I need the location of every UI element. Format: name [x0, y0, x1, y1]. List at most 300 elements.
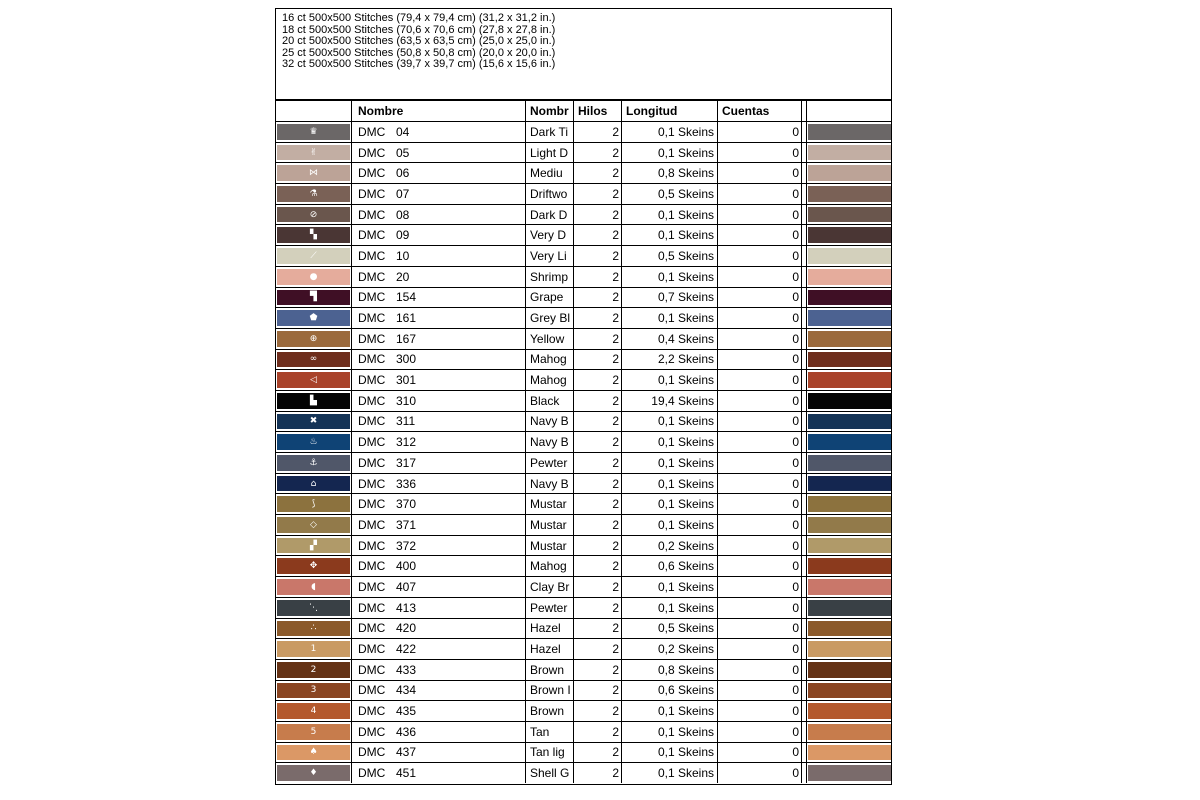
- swatch-cell: [807, 350, 891, 370]
- thread-hilos: 2: [574, 681, 622, 701]
- swatch-cell: [807, 494, 891, 514]
- color-swatch: [808, 414, 891, 430]
- info-line: 16 ct 500x500 Stitches (79,4 x 79,4 cm) (31,2 x 31,2 in.): [282, 12, 556, 24]
- thread-id-cell: [352, 225, 526, 245]
- thread-brand: DMC: [358, 579, 386, 594]
- thread-hilos: 2: [574, 619, 622, 639]
- symbol-icon: [277, 165, 350, 181]
- thread-count: 0: [718, 619, 802, 639]
- thread-code: 435: [396, 704, 417, 719]
- swatch-cell: [807, 639, 891, 659]
- thread-code: 07: [396, 186, 410, 201]
- header-swatch: [807, 101, 891, 121]
- thread-length: 0,1 Skeins: [622, 432, 718, 452]
- symbol-glyph: ⚗: [309, 188, 318, 199]
- thread-length: 0,1 Skeins: [622, 763, 718, 783]
- thread-count: 0: [718, 763, 802, 783]
- symbol-cell: [276, 556, 352, 576]
- table-row: [276, 618, 891, 639]
- table-row: [276, 638, 891, 659]
- symbol-icon: [277, 724, 350, 740]
- symbol-glyph: ∴: [310, 623, 317, 634]
- color-swatch: [808, 724, 891, 740]
- swatch-cell: [807, 701, 891, 721]
- thread-name: Very Li: [526, 246, 574, 266]
- thread-id-cell: [352, 432, 526, 452]
- thread-count: 0: [718, 660, 802, 680]
- thread-count: 0: [718, 639, 802, 659]
- swatch-cell: [807, 577, 891, 597]
- thread-id-cell: [352, 743, 526, 763]
- thread-hilos: 2: [574, 122, 622, 142]
- thread-count: 0: [718, 453, 802, 473]
- thread-hilos: 2: [574, 536, 622, 556]
- swatch-cell: [807, 205, 891, 225]
- table-row: [276, 659, 891, 680]
- symbol-glyph: ●: [309, 271, 318, 282]
- thread-brand: DMC: [358, 476, 386, 491]
- thread-hilos: 2: [574, 225, 622, 245]
- thread-length: 0,1 Skeins: [622, 701, 718, 721]
- swatch-cell: [807, 163, 891, 183]
- symbol-glyph: ▜: [310, 292, 317, 303]
- thread-code: 161: [396, 311, 417, 326]
- thread-hilos: 2: [574, 432, 622, 452]
- symbol-glyph: 1: [310, 644, 317, 655]
- thread-code: 413: [396, 600, 417, 615]
- swatch-cell: [807, 370, 891, 390]
- symbol-cell: [276, 577, 352, 597]
- thread-id-cell: [352, 515, 526, 535]
- color-swatch: [808, 641, 891, 657]
- table-row: [276, 162, 891, 183]
- symbol-cell: [276, 494, 352, 514]
- thread-hilos: 2: [574, 329, 622, 349]
- thread-id-cell: [352, 619, 526, 639]
- symbol-glyph: ⌂: [310, 478, 317, 489]
- thread-hilos: 2: [574, 494, 622, 514]
- thread-id-cell: [352, 267, 526, 287]
- thread-name: Brown: [526, 701, 574, 721]
- symbol-cell: [276, 763, 352, 783]
- thread-length: 0,5 Skeins: [622, 184, 718, 204]
- thread-name: Hazel: [526, 619, 574, 639]
- color-swatch: [808, 683, 891, 699]
- thread-brand: DMC: [358, 145, 386, 160]
- symbol-cell: [276, 660, 352, 680]
- thread-brand: DMC: [358, 642, 386, 657]
- symbol-icon: [277, 124, 350, 140]
- swatch-cell: [807, 267, 891, 287]
- swatch-cell: [807, 453, 891, 473]
- thread-code: 370: [396, 497, 417, 512]
- symbol-icon: [277, 434, 350, 450]
- symbol-icon: [277, 703, 350, 719]
- thread-count: 0: [718, 370, 802, 390]
- thread-length: 2,2 Skeins: [622, 350, 718, 370]
- symbol-icon: [277, 765, 350, 781]
- thread-id-cell: [352, 350, 526, 370]
- symbol-cell: [276, 412, 352, 432]
- thread-brand: DMC: [358, 414, 386, 429]
- thread-id-cell: [352, 701, 526, 721]
- thread-brand: DMC: [358, 559, 386, 574]
- thread-name: Shell G: [526, 763, 574, 783]
- thread-code: 20: [396, 269, 410, 284]
- thread-code: 301: [396, 373, 417, 388]
- thread-id-cell: [352, 536, 526, 556]
- symbol-icon: [277, 372, 350, 388]
- symbol-cell: [276, 267, 352, 287]
- thread-name: Navy B: [526, 432, 574, 452]
- header-nombre-short: Nombr: [526, 101, 574, 121]
- symbol-glyph: ⟆: [311, 499, 316, 510]
- swatch-cell: [807, 763, 891, 783]
- thread-brand: DMC: [358, 228, 386, 243]
- symbol-cell: [276, 432, 352, 452]
- symbol-glyph: ♛: [309, 126, 318, 137]
- thread-hilos: 2: [574, 556, 622, 576]
- thread-id-cell: [352, 453, 526, 473]
- thread-brand: DMC: [358, 497, 386, 512]
- thread-count: 0: [718, 515, 802, 535]
- symbol-icon: [277, 352, 350, 368]
- symbol-glyph: ✥: [309, 561, 318, 572]
- thread-length: 0,1 Skeins: [622, 225, 718, 245]
- thread-count: 0: [718, 184, 802, 204]
- thread-name: Shrimp: [526, 267, 574, 287]
- thread-hilos: 2: [574, 660, 622, 680]
- thread-hilos: 2: [574, 412, 622, 432]
- symbol-cell: [276, 122, 352, 142]
- symbol-icon: [277, 414, 350, 430]
- thread-count: 0: [718, 143, 802, 163]
- thread-length: 0,6 Skeins: [622, 556, 718, 576]
- table-row: [276, 473, 891, 494]
- color-swatch: [808, 517, 891, 533]
- header-cuentas: Cuentas: [718, 101, 802, 121]
- thread-length: 0,8 Skeins: [622, 660, 718, 680]
- thread-length: 0,1 Skeins: [622, 474, 718, 494]
- thread-length: 0,6 Skeins: [622, 681, 718, 701]
- thread-brand: DMC: [358, 186, 386, 201]
- symbol-glyph: ⟋: [310, 250, 317, 261]
- thread-name: Driftwo: [526, 184, 574, 204]
- swatch-cell: [807, 246, 891, 266]
- table-row: [276, 224, 891, 245]
- color-swatch: [808, 496, 891, 512]
- table-row: [276, 742, 891, 763]
- table-row: [276, 597, 891, 618]
- table-row: [276, 411, 891, 432]
- swatch-cell: [807, 432, 891, 452]
- thread-id-cell: [352, 143, 526, 163]
- color-swatch: [808, 476, 891, 492]
- table-row: [276, 390, 891, 411]
- table-row: [276, 431, 891, 452]
- header-nombre: Nombre: [352, 101, 526, 121]
- symbol-glyph: ✖: [309, 416, 318, 427]
- thread-id-cell: [352, 288, 526, 308]
- symbol-glyph: ⊘: [309, 209, 318, 220]
- thread-brand: DMC: [358, 352, 386, 367]
- table-row: [276, 266, 891, 287]
- table-row: [276, 514, 891, 535]
- swatch-cell: [807, 308, 891, 328]
- thread-id-cell: [352, 474, 526, 494]
- thread-hilos: 2: [574, 763, 622, 783]
- thread-brand: DMC: [358, 683, 386, 698]
- thread-name: Pewter: [526, 598, 574, 618]
- thread-brand: DMC: [358, 662, 386, 677]
- thread-name: Tan: [526, 722, 574, 742]
- thread-code: 311: [396, 414, 416, 429]
- thread-length: 0,1 Skeins: [622, 370, 718, 390]
- thread-name: Dark Ti: [526, 122, 574, 142]
- swatch-cell: [807, 598, 891, 618]
- thread-brand: DMC: [358, 269, 386, 284]
- swatch-cell: [807, 619, 891, 639]
- thread-hilos: 2: [574, 598, 622, 618]
- symbol-icon: [277, 496, 350, 512]
- thread-name: Navy B: [526, 474, 574, 494]
- thread-brand: DMC: [358, 600, 386, 615]
- symbol-glyph: ◖: [311, 581, 316, 592]
- thread-name: Light D: [526, 143, 574, 163]
- thread-id-cell: [352, 205, 526, 225]
- swatch-cell: [807, 184, 891, 204]
- thread-brand: DMC: [358, 248, 386, 263]
- symbol-glyph: ∞: [309, 354, 318, 365]
- thread-code: 422: [396, 642, 417, 657]
- thread-name: Navy B: [526, 412, 574, 432]
- color-swatch: [808, 165, 891, 181]
- thread-code: 433: [396, 662, 417, 677]
- symbol-cell: [276, 474, 352, 494]
- thread-brand: DMC: [358, 166, 386, 181]
- thread-length: 0,1 Skeins: [622, 267, 718, 287]
- thread-list-sheet: [275, 8, 892, 785]
- color-swatch: [808, 331, 891, 347]
- symbol-cell: [276, 701, 352, 721]
- thread-hilos: 2: [574, 350, 622, 370]
- thread-id-cell: [352, 598, 526, 618]
- color-swatch: [808, 662, 891, 678]
- thread-code: 372: [396, 538, 417, 553]
- color-swatch: [808, 248, 891, 264]
- thread-count: 0: [718, 701, 802, 721]
- thread-brand: DMC: [358, 621, 386, 636]
- thread-length: 0,4 Skeins: [622, 329, 718, 349]
- thread-count: 0: [718, 743, 802, 763]
- thread-brand: DMC: [358, 766, 386, 781]
- thread-count: 0: [718, 391, 802, 411]
- thread-id-cell: [352, 246, 526, 266]
- table-row: [276, 680, 891, 701]
- thread-code: 167: [396, 331, 417, 346]
- thread-code: 10: [396, 248, 410, 263]
- symbol-cell: [276, 163, 352, 183]
- thread-brand: DMC: [358, 724, 386, 739]
- header-longitud: Longitud: [622, 101, 718, 121]
- thread-count: 0: [718, 432, 802, 452]
- swatch-cell: [807, 536, 891, 556]
- symbol-cell: [276, 536, 352, 556]
- thread-length: 0,1 Skeins: [622, 122, 718, 142]
- symbol-cell: [276, 205, 352, 225]
- symbol-icon: [277, 393, 350, 409]
- thread-code: 300: [396, 352, 417, 367]
- color-swatch: [808, 290, 891, 306]
- symbol-glyph: ▙: [310, 395, 317, 406]
- color-swatch: [808, 145, 891, 161]
- color-swatch: [808, 579, 891, 595]
- thread-hilos: 2: [574, 370, 622, 390]
- symbol-icon: [277, 517, 350, 533]
- thread-code: 09: [396, 228, 410, 243]
- thread-code: 437: [396, 745, 417, 760]
- thread-length: 0,1 Skeins: [622, 515, 718, 535]
- thread-name: Brown: [526, 660, 574, 680]
- fabric-size-info: [276, 9, 891, 99]
- thread-id-cell: [352, 722, 526, 742]
- symbol-icon: [277, 641, 350, 657]
- thread-count: 0: [718, 288, 802, 308]
- thread-brand: DMC: [358, 435, 386, 450]
- thread-name: Mediu: [526, 163, 574, 183]
- table-row: [276, 204, 891, 225]
- thread-code: 08: [396, 207, 410, 222]
- thread-id-cell: [352, 329, 526, 349]
- swatch-cell: [807, 722, 891, 742]
- thread-hilos: 2: [574, 577, 622, 597]
- table-row: [276, 493, 891, 514]
- symbol-cell: [276, 288, 352, 308]
- swatch-cell: [807, 743, 891, 763]
- thread-code: 05: [396, 145, 410, 160]
- symbol-glyph: ▚: [310, 230, 317, 241]
- thread-count: 0: [718, 205, 802, 225]
- thread-id-cell: [352, 370, 526, 390]
- symbol-glyph: ▞: [310, 540, 317, 551]
- table-row: [276, 721, 891, 742]
- thread-length: 0,1 Skeins: [622, 308, 718, 328]
- thread-count: 0: [718, 267, 802, 287]
- swatch-cell: [807, 660, 891, 680]
- info-line: 32 ct 500x500 Stitches (39,7 x 39,7 cm) (15,6 x 15,6 in.): [282, 58, 556, 71]
- thread-name: Grape: [526, 288, 574, 308]
- thread-length: 0,1 Skeins: [622, 494, 718, 514]
- color-swatch: [808, 393, 891, 409]
- symbol-cell: [276, 722, 352, 742]
- thread-id-cell: [352, 122, 526, 142]
- thread-name: Mustar: [526, 515, 574, 535]
- thread-id-cell: [352, 494, 526, 514]
- thread-code: 371: [396, 517, 417, 532]
- thread-id-cell: [352, 412, 526, 432]
- thread-brand: DMC: [358, 207, 386, 222]
- symbol-icon: [277, 145, 350, 161]
- thread-count: 0: [718, 556, 802, 576]
- thread-name: Black: [526, 391, 574, 411]
- thread-name: Clay Br: [526, 577, 574, 597]
- symbol-glyph: 5: [310, 726, 317, 737]
- thread-brand: DMC: [358, 331, 386, 346]
- symbol-glyph: ♦: [309, 768, 318, 779]
- swatch-cell: [807, 556, 891, 576]
- thread-code: 154: [396, 290, 417, 305]
- thread-name: Yellow: [526, 329, 574, 349]
- color-swatch: [808, 186, 891, 202]
- thread-length: 0,8 Skeins: [622, 163, 718, 183]
- swatch-cell: [807, 122, 891, 142]
- symbol-cell: [276, 143, 352, 163]
- thread-code: 407: [396, 579, 417, 594]
- thread-id-cell: [352, 577, 526, 597]
- thread-length: 0,1 Skeins: [622, 412, 718, 432]
- thread-name: Pewter: [526, 453, 574, 473]
- thread-count: 0: [718, 722, 802, 742]
- thread-id-cell: [352, 556, 526, 576]
- thread-length: 0,1 Skeins: [622, 722, 718, 742]
- symbol-cell: [276, 619, 352, 639]
- symbol-cell: [276, 391, 352, 411]
- table-row: [276, 183, 891, 204]
- symbol-icon: [277, 248, 350, 264]
- table-row: [276, 762, 891, 783]
- color-swatch: [808, 745, 891, 761]
- color-swatch: [808, 765, 891, 781]
- swatch-cell: [807, 329, 891, 349]
- thread-count: 0: [718, 412, 802, 432]
- symbol-glyph: ♨: [309, 437, 318, 448]
- swatch-cell: [807, 681, 891, 701]
- swatch-cell: [807, 143, 891, 163]
- color-swatch: [808, 600, 891, 616]
- thread-brand: DMC: [358, 704, 386, 719]
- thread-count: 0: [718, 577, 802, 597]
- table-row: [276, 555, 891, 576]
- symbol-cell: [276, 225, 352, 245]
- thread-hilos: 2: [574, 453, 622, 473]
- thread-name: Very D: [526, 225, 574, 245]
- thread-brand: DMC: [358, 290, 386, 305]
- thread-length: 0,1 Skeins: [622, 743, 718, 763]
- symbol-icon: [277, 290, 350, 306]
- color-swatch: [808, 434, 891, 450]
- table-row: [276, 535, 891, 556]
- thread-length: 0,1 Skeins: [622, 598, 718, 618]
- symbol-glyph: ⋈: [309, 168, 318, 179]
- table-row: [276, 452, 891, 473]
- color-swatch: [808, 703, 891, 719]
- symbol-cell: [276, 453, 352, 473]
- color-swatch: [808, 352, 891, 368]
- symbol-icon: [277, 558, 350, 574]
- thread-name: Mahog: [526, 370, 574, 390]
- thread-hilos: 2: [574, 184, 622, 204]
- thread-code: 451: [396, 766, 417, 781]
- thread-count: 0: [718, 494, 802, 514]
- swatch-cell: [807, 225, 891, 245]
- table-row: [276, 121, 891, 142]
- thread-hilos: 2: [574, 205, 622, 225]
- symbol-icon: [277, 476, 350, 492]
- thread-code: 310: [396, 393, 417, 408]
- thread-count: 0: [718, 329, 802, 349]
- table-row: [276, 349, 891, 370]
- thread-brand: DMC: [358, 311, 386, 326]
